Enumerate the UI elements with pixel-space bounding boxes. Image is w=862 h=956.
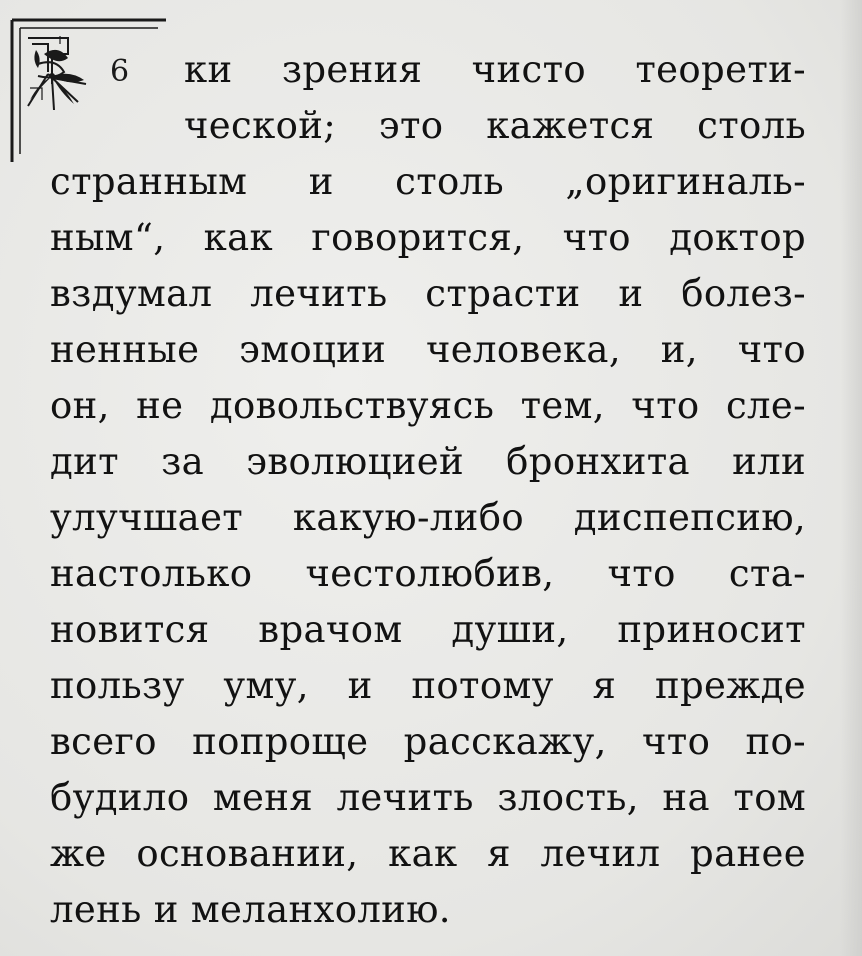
text-line-5: вздумал лечить страсти и болез- [50, 272, 806, 315]
text-line-13: всего попроще расскажу, что по- [50, 720, 806, 763]
text-line-3: странным и столь „оригиналь- [50, 160, 806, 203]
text-line-15: же основании, как я лечил ранее [50, 832, 806, 875]
text-line-9: улучшает какую-либо диспепсию, [50, 496, 806, 539]
text-line-16: лень и меланхолию. [50, 888, 451, 931]
page-number: 6 [110, 54, 130, 89]
text-line-11: новится врачом души, приносит [50, 608, 806, 651]
text-line-7: он, не довольствуясь тем, что сле- [50, 384, 806, 427]
text-line-6: ненные эмоции человека, и, что [50, 328, 806, 371]
text-line-12: пользу уму, и потому я прежде [50, 664, 806, 707]
scan-edge-shadow [840, 0, 862, 956]
text-line-14: будило меня лечить злость, на том [50, 776, 806, 819]
text-line-10: настолько честолюбив, что ста- [50, 552, 806, 595]
text-line-8: дит за эволюцией бронхита или [50, 440, 806, 483]
text-line-1: ки зрения чисто теорети- [184, 48, 806, 91]
text-line-2: ческой; это кажется столь [184, 104, 806, 147]
corner-ornament-icon [8, 14, 168, 164]
text-line-4: ным“, как говорится, что доктор [50, 216, 806, 259]
